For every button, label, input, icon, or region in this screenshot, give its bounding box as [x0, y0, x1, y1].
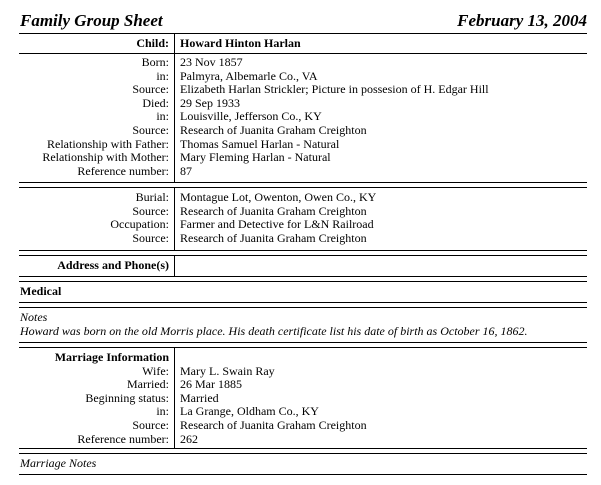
occupation-value: Farmer and Detective for L&N Railroad [180, 217, 374, 232]
birth-source-label: Source: [132, 82, 169, 97]
burial-source-label: Source: [132, 203, 169, 218]
occupation-source-label: Source: [132, 230, 169, 245]
death-place-label: in: [156, 109, 169, 124]
marriage-reference-value: 262 [180, 431, 198, 446]
divider [19, 453, 587, 454]
mother-relationship-value: Mary Fleming Harlan - Natural [180, 150, 331, 165]
born-value: 23 Nov 1857 [180, 55, 243, 69]
divider [19, 187, 587, 188]
divider [19, 33, 587, 34]
born-label: Born: [141, 55, 169, 69]
occupation-label: Occupation: [110, 217, 169, 232]
marriage-notes-label: Marriage Notes [20, 456, 97, 470]
beginning-status-value: Married [180, 390, 219, 405]
notes-text: Howard was born on the old Morris place. His death certificate list his date of birth as October 16, 1862. [20, 323, 528, 338]
marriage-source-value: Research of Juanita Graham Creighton [180, 418, 367, 432]
burial-value: Montague Lot, Owenton, Owen Co., KY [180, 190, 377, 204]
marriage-place-label: in: [156, 404, 169, 419]
sheet-date: February 13, 2004 [457, 11, 587, 30]
column-divider [174, 255, 175, 276]
divider [19, 255, 587, 256]
death-place-value: Louisville, Jefferson Co., KY [180, 109, 322, 124]
marriage-reference-label: Reference number: [77, 431, 169, 446]
died-value: 29 Sep 1933 [180, 95, 240, 110]
death-source-label: Source: [132, 123, 169, 137]
birth-source-value: Elizabeth Harlan Strickler; Picture in possesion of H. Edgar Hill [180, 82, 489, 97]
wife-label: Wife: [142, 363, 169, 378]
child-name: Howard Hinton Harlan [180, 36, 301, 50]
sheet-title: Family Group Sheet [20, 11, 163, 30]
divider [19, 281, 587, 282]
death-source-value: Research of Juanita Graham Creighton [180, 123, 367, 137]
divider [19, 182, 587, 183]
married-value: 26 Mar 1885 [180, 377, 242, 392]
divider [19, 276, 587, 277]
column-divider [174, 33, 175, 182]
marriage-place-value: La Grange, Oldham Co., KY [180, 404, 319, 419]
divider [19, 250, 587, 251]
reference-number-value: 87 [180, 163, 192, 178]
medical-label: Medical [20, 284, 62, 298]
beginning-status-label: Beginning status: [85, 390, 169, 405]
notes-label: Notes [20, 310, 48, 324]
divider [19, 342, 587, 343]
burial-label: Burial: [135, 190, 169, 204]
divider [19, 307, 587, 308]
divider [19, 302, 587, 303]
divider [19, 53, 587, 54]
birthplace-label: in: [156, 68, 169, 83]
column-divider [174, 347, 175, 448]
father-relationship-label: Relationship with Father: [47, 136, 169, 151]
reference-number-label: Reference number: [77, 163, 169, 178]
address-label: Address and Phone(s) [57, 258, 169, 272]
column-divider [174, 187, 175, 250]
divider [19, 474, 587, 475]
married-label: Married: [127, 377, 169, 392]
divider [19, 448, 587, 449]
occupation-source-value: Research of Juanita Graham Creighton [180, 230, 367, 245]
divider [19, 347, 587, 348]
father-relationship-value: Thomas Samuel Harlan - Natural [180, 136, 340, 151]
birthplace-value: Palmyra, Albemarle Co., VA [180, 68, 318, 83]
marriage-heading: Marriage Information [54, 350, 169, 364]
burial-source-value: Research of Juanita Graham Creighton [180, 203, 367, 218]
marriage-source-label: Source: [132, 418, 169, 432]
died-label: Died: [142, 95, 169, 110]
mother-relationship-label: Relationship with Mother: [42, 150, 169, 165]
wife-value: Mary L. Swain Ray [180, 363, 275, 378]
child-label: Child: [136, 36, 169, 50]
